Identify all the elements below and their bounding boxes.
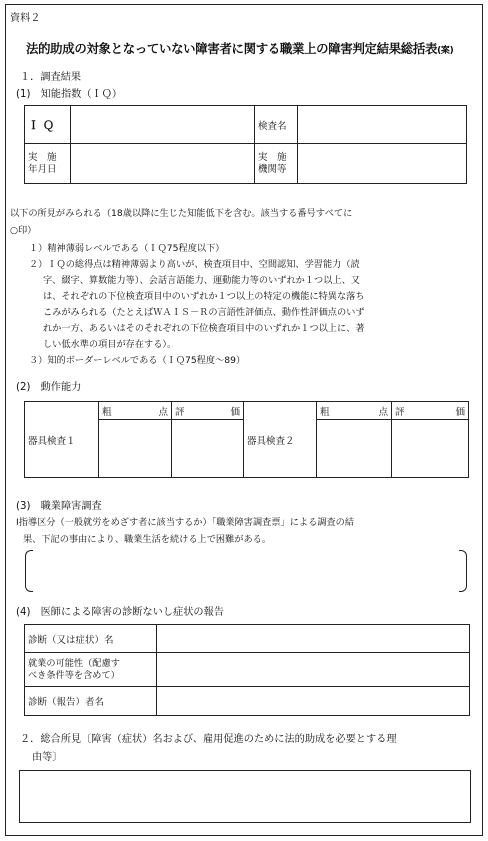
- document-page: [5, 4, 483, 836]
- exam-date-label: [25, 144, 71, 184]
- exam-org-label-line: 実 施: [258, 151, 287, 163]
- doctor-table: [24, 624, 470, 716]
- employability-label-line: 就業の可能性（配慮す: [28, 657, 120, 669]
- findings-intro: 以下の所見がみられる（18歳以降に生じた知能低下を含む。該当する番号すべてに: [10, 208, 353, 219]
- finding-item-1: １）精神薄弱レベルである（ＩＱ75程度以下）: [29, 243, 225, 254]
- finding-item-2-line: 字、綴字、算数能力等）、会話言語能力、運動能力等のいずれか１つ以上、又: [43, 275, 360, 286]
- title-suffix: (案): [437, 46, 454, 56]
- diagnosis-label: 診断（又は症状）名: [25, 625, 157, 653]
- finding-item-3: ３）知的ボーダーレベルである（ＩＱ75程度～89）: [29, 355, 246, 366]
- findings-intro: ○印）: [10, 225, 37, 236]
- score-header-1: 粗 点: [99, 402, 172, 420]
- vocational-heading: (3) 職業障害調査: [16, 501, 102, 512]
- exam-org-cell[interactable]: [298, 144, 467, 184]
- exam-date-cell[interactable]: [71, 144, 255, 184]
- overall-findings-box[interactable]: [19, 770, 471, 823]
- motor-table: [24, 401, 469, 478]
- section-2-heading-line: 由等〕: [32, 752, 63, 763]
- iq-label: ＩＱ: [25, 106, 71, 144]
- bracket-left: [25, 550, 33, 592]
- eval-header-1: 評 価: [172, 402, 244, 420]
- iq-value-cell[interactable]: [71, 106, 255, 144]
- test-1-label: 器具検査１: [25, 402, 99, 478]
- employability-cell[interactable]: [157, 653, 470, 687]
- score-header-2: 粗 点: [317, 402, 392, 420]
- eval-header-2: 評 価: [392, 402, 469, 420]
- score-cell-2[interactable]: [317, 420, 392, 478]
- eval-cell-1[interactable]: [172, 420, 244, 478]
- finding-item-2-line: しい低水準の項目が存在する）。: [43, 339, 177, 350]
- exam-date-label-line: 実 施: [28, 151, 57, 163]
- eval-cell-2[interactable]: [392, 420, 469, 478]
- vocational-text: Ⅰ指導区分（一般就労をめざす者に該当するか）「職業障害調査票」による調査の結: [16, 517, 355, 528]
- finding-item-2-line: れか一方、あるいはそのそれぞれの下位検査項目中のいずれか１つ以上に、著: [43, 323, 365, 334]
- test-name-label: 検査名: [255, 106, 298, 144]
- document-title: [26, 39, 453, 57]
- employability-label: [25, 653, 157, 687]
- diagnosis-cell[interactable]: [157, 625, 470, 653]
- title-text: 法的助成の対象となっていない障害者に関する職業上の障害判定結果総括表: [26, 41, 438, 56]
- finding-item-2-line: こみがみられる（たとえばＷＡＩＳ－Ｒの言語性評価点、動作性評価点のいず: [43, 307, 365, 318]
- motor-heading: (2) 動作能力: [16, 382, 82, 393]
- score-cell-1[interactable]: [99, 420, 172, 478]
- doctor-heading: (4) 医師による障害の診断ないし症状の報告: [16, 607, 224, 618]
- test-name-cell[interactable]: [298, 106, 467, 144]
- reporter-cell[interactable]: [157, 687, 470, 716]
- employability-label-line: べき条件等を含めて）: [28, 669, 120, 681]
- finding-item-2: ２）ＩＱの総得点は精神薄弱より高いが、検査項目中、空間認知、学習能力（読: [29, 259, 360, 270]
- reporter-label: 診断（報告）者名: [25, 687, 157, 716]
- exam-org-label: [255, 144, 298, 184]
- bracket-right: [459, 550, 467, 592]
- finding-item-2-line: は、それぞれの下位検査項目中のいずれか１つ以上の特定の機能に特異な落ち: [43, 291, 365, 302]
- exam-org-label-line: 機関等: [258, 163, 287, 175]
- section-1-heading: １．調査結果: [20, 72, 82, 83]
- vocational-text: 果、下記の事由により、職業生活を続ける上で困難がある。: [23, 534, 272, 545]
- vocational-reason-field[interactable]: [36, 552, 456, 590]
- document-label: 資料２: [10, 13, 41, 24]
- section-2-heading: ２．総合所見〔障害（症状）名および、雇用促進のために法的助成を必要とする理: [20, 734, 397, 745]
- iq-table: [24, 105, 467, 184]
- exam-date-label-line: 年月日: [28, 163, 57, 175]
- iq-heading: (1) 知能指数（ＩＱ）: [16, 89, 123, 100]
- test-2-label: 器具検査２: [244, 402, 317, 478]
